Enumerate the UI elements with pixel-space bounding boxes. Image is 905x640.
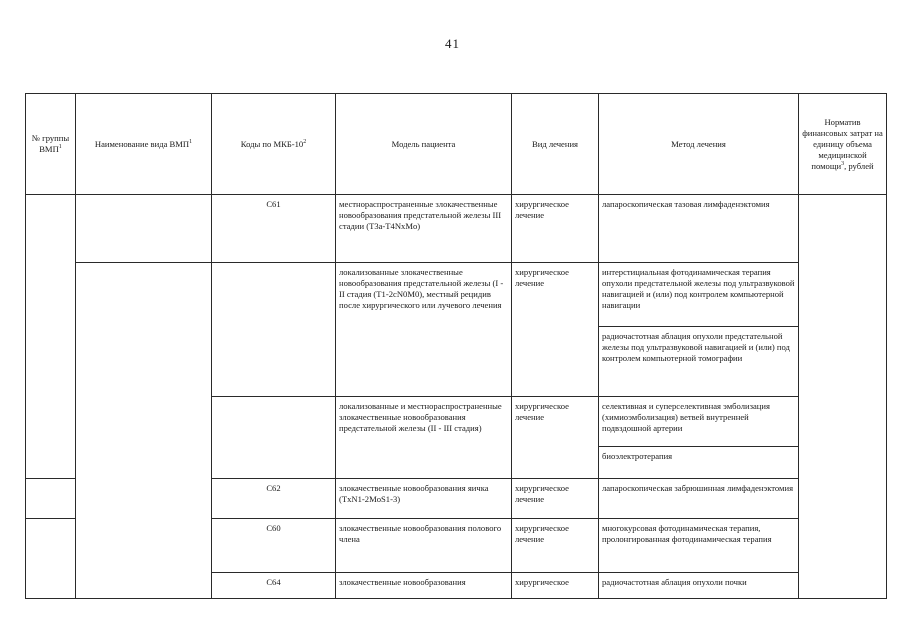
treatment-method-cell: радиочастотная аблация опухоли почки: [599, 573, 799, 599]
header-group-no: № группы ВМП$^1$: [26, 94, 76, 195]
icd-code-cell: C60: [212, 519, 336, 573]
group-no-cell: [26, 195, 76, 263]
treatment-method-cell: лапароскопическая тазовая лимфаденэктомия: [599, 195, 799, 263]
header-patient-model: Модель пациента: [336, 94, 512, 195]
norm-cost-cell: [799, 195, 887, 599]
group-no-cell: [26, 263, 76, 397]
icd-code-cell: C61: [212, 195, 336, 263]
header-icd-codes: Коды по МКБ-$10^2$: [212, 94, 336, 195]
treatment-type-cell: хирургическое лечение: [512, 263, 599, 397]
patient-model-cell: злокачественные новообразования яичка (TxN1-2MoS1-3): [336, 479, 512, 519]
header-row: [26, 94, 887, 195]
table-row: [26, 263, 887, 327]
icd-code-cell: C64: [212, 573, 336, 599]
treatment-method-cell: лапароскопическая забрюшинная лимфаденэктомия: [599, 479, 799, 519]
header-norm-cost: Норматив финансовых затрат на единицу объема медицинской помощи$^3$, рублей: [799, 94, 887, 195]
treatment-type-cell: хирургическое лечение: [512, 397, 599, 479]
group-no-cell: [26, 519, 76, 599]
table-row: [26, 397, 887, 447]
header-treatment-method: Метод лечения: [599, 94, 799, 195]
vmp-table: [25, 93, 887, 599]
patient-model-cell: злокачественные новообразования: [336, 573, 512, 599]
treatment-method-cell: селективная и суперселективная эмболизация (химиоэмболизация) ветвей внутренней подвздошной артерии: [599, 397, 799, 447]
type-name-cell: [76, 263, 212, 397]
page-number: 41: [445, 36, 460, 51]
patient-model-cell: локализованные злокачественные новообразования предстательной железы (I - II стадия (T1-2cN0M0), местный рецидив после хирургического или лучевого лечения: [336, 263, 512, 397]
patient-model-cell: местнораспространенные злокачественные новообразования предстательной железы III стадии (T3a-T4NxMo): [336, 195, 512, 263]
treatment-type-cell: хирургическое лечение: [512, 195, 599, 263]
treatment-method-cell: интерстициальная фотодинамическая терапия опухоли предстательной железы под ультразвуковой навигацией и (или) под контролем компьютерной навигации: [599, 263, 799, 327]
header-type-name: Наименование вида ВМП$^1$: [76, 94, 212, 195]
patient-model-cell: локализованные и местнораспространенные злокачественные новообразования предстательной железы (II - III стадия): [336, 397, 512, 479]
group-no-cell: [26, 397, 76, 479]
group-no-cell: [26, 479, 76, 519]
treatment-type-cell: хирургическое лечение: [512, 519, 599, 573]
treatment-method-cell: многокурсовая фотодинамическая терапия, пролонгированная фотодинамическая терапия: [599, 519, 799, 573]
treatment-type-cell: хирургическое: [512, 573, 599, 599]
type-name-cell: [76, 397, 212, 599]
treatment-method-cell: радиочастотная аблация опухоли предстательной железы под ультразвуковой навигацией и (или) под контролем компьютерной томографии: [599, 327, 799, 397]
table-row: [26, 195, 887, 263]
header-treatment-type: Вид лечения: [512, 94, 599, 195]
icd-code-cell: [212, 397, 336, 479]
type-name-cell: [76, 195, 212, 263]
treatment-type-cell: хирургическое лечение: [512, 479, 599, 519]
icd-code-cell: C62: [212, 479, 336, 519]
icd-code-cell: [212, 263, 336, 397]
treatment-method-cell: биоэлектротерапия: [599, 447, 799, 479]
patient-model-cell: злокачественные новообразования полового члена: [336, 519, 512, 573]
